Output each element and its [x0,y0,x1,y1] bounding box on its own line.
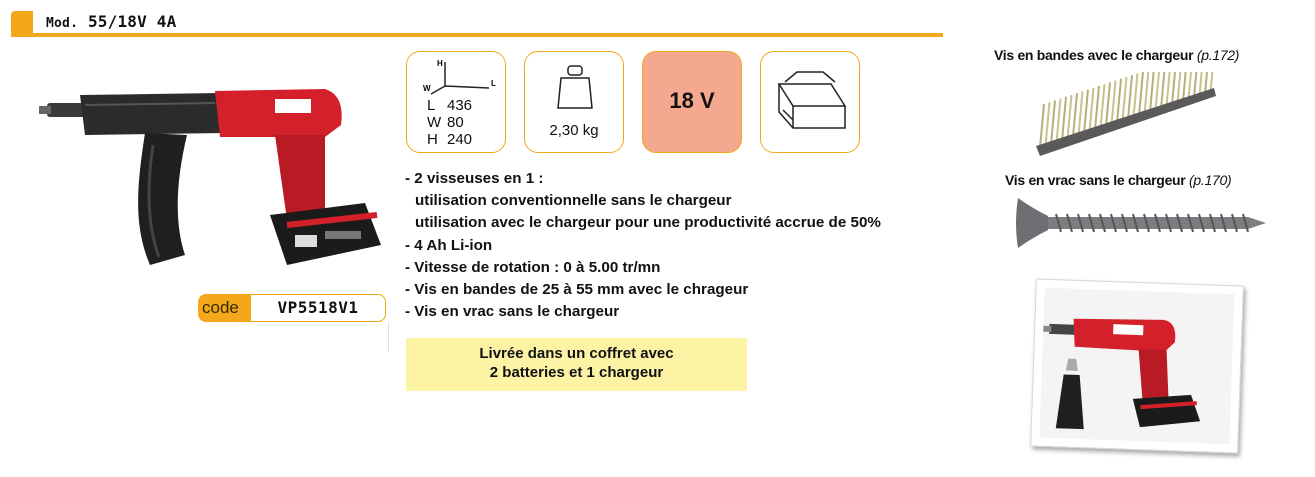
screw-line [1051,100,1055,144]
weight-box [524,51,624,153]
screwdriver-product-image [25,75,400,295]
screw-line [1156,72,1160,110]
screw-line [1057,99,1061,143]
screw-line [1040,104,1044,148]
drill-photo-image [1039,288,1234,445]
dimensions-box [406,51,506,153]
screw-line [1084,90,1088,134]
screw-line [1079,91,1083,135]
product-photo [1039,288,1234,445]
product-code [198,294,388,322]
delivery-note: Livrée dans un coffret avec 2 batteries et 1 chargeur [406,338,747,391]
product-photo-frame [1030,278,1244,453]
code-label: code [198,294,250,322]
screw-line [1101,84,1105,128]
loose-screw-image [1012,194,1270,252]
feature-item: - Vis en bandes de 25 à 55 mm avec le chrageur [405,281,749,299]
feature-list [405,168,881,323]
screw-line [1106,82,1110,126]
screw-line [1128,75,1132,119]
screw-line [1139,72,1143,116]
weight-icon [555,64,595,112]
screw-line [1090,88,1094,132]
voltage-value: 18 V [669,88,715,113]
header-rule [11,33,943,37]
strip-screws-caption: Vis en bandes avec le chargeur (p.172) [994,47,1240,63]
dimension-length: L 436 [427,97,473,114]
weight-value: 2,30 kg [549,122,599,139]
screw-line [1167,72,1171,107]
loose-screw-caption: Vis en vrac sans le chargeur (p.170) [1005,172,1232,188]
screw-line [1117,79,1121,123]
carrying-case-icon [771,66,851,138]
dimension-axes-icon [415,56,499,96]
collated-screws-image [1030,72,1220,162]
feature-item: - 4 Ah Li-ion [405,236,493,254]
voltage-box [642,51,742,153]
screw-line [1112,81,1116,125]
screw-line [1068,95,1072,139]
axis-w-label: W [423,84,431,93]
dimension-height: H 240 [427,131,473,148]
screw-line [1150,72,1154,112]
header-tab [11,11,33,35]
screw-line [1172,72,1176,105]
axis-l-label: L [491,79,496,88]
feature-item: utilisation avec le chargeur pour une productivité accrue de 50% [415,214,881,232]
screw-line [1123,77,1127,121]
feature-item: - Vitesse de rotation : 0 à 5.00 tr/mn [405,258,661,276]
screw-line [1178,72,1182,103]
screw-line [1062,97,1066,141]
screw-line [1183,72,1187,101]
screw-line [1046,102,1050,146]
feature-item: - Vis en vrac sans le chargeur [405,303,620,321]
carrying-case-box [760,51,860,153]
axis-h-label: H [437,59,443,68]
feature-item: utilisation conventionnelle sans le chargeur [415,192,732,210]
feature-item: - 2 visseuses en 1 : [405,170,544,187]
screw-line [1073,93,1077,137]
screw-line [1161,72,1165,108]
code-value: VP5518V1 [250,294,386,322]
screw-line [1145,72,1149,114]
model-title: Mod. 55/18V 4A [46,12,177,31]
screw-line [1095,86,1099,130]
screw-line [1134,73,1138,117]
divider [388,322,389,352]
dimension-width: W 80 [427,114,464,131]
